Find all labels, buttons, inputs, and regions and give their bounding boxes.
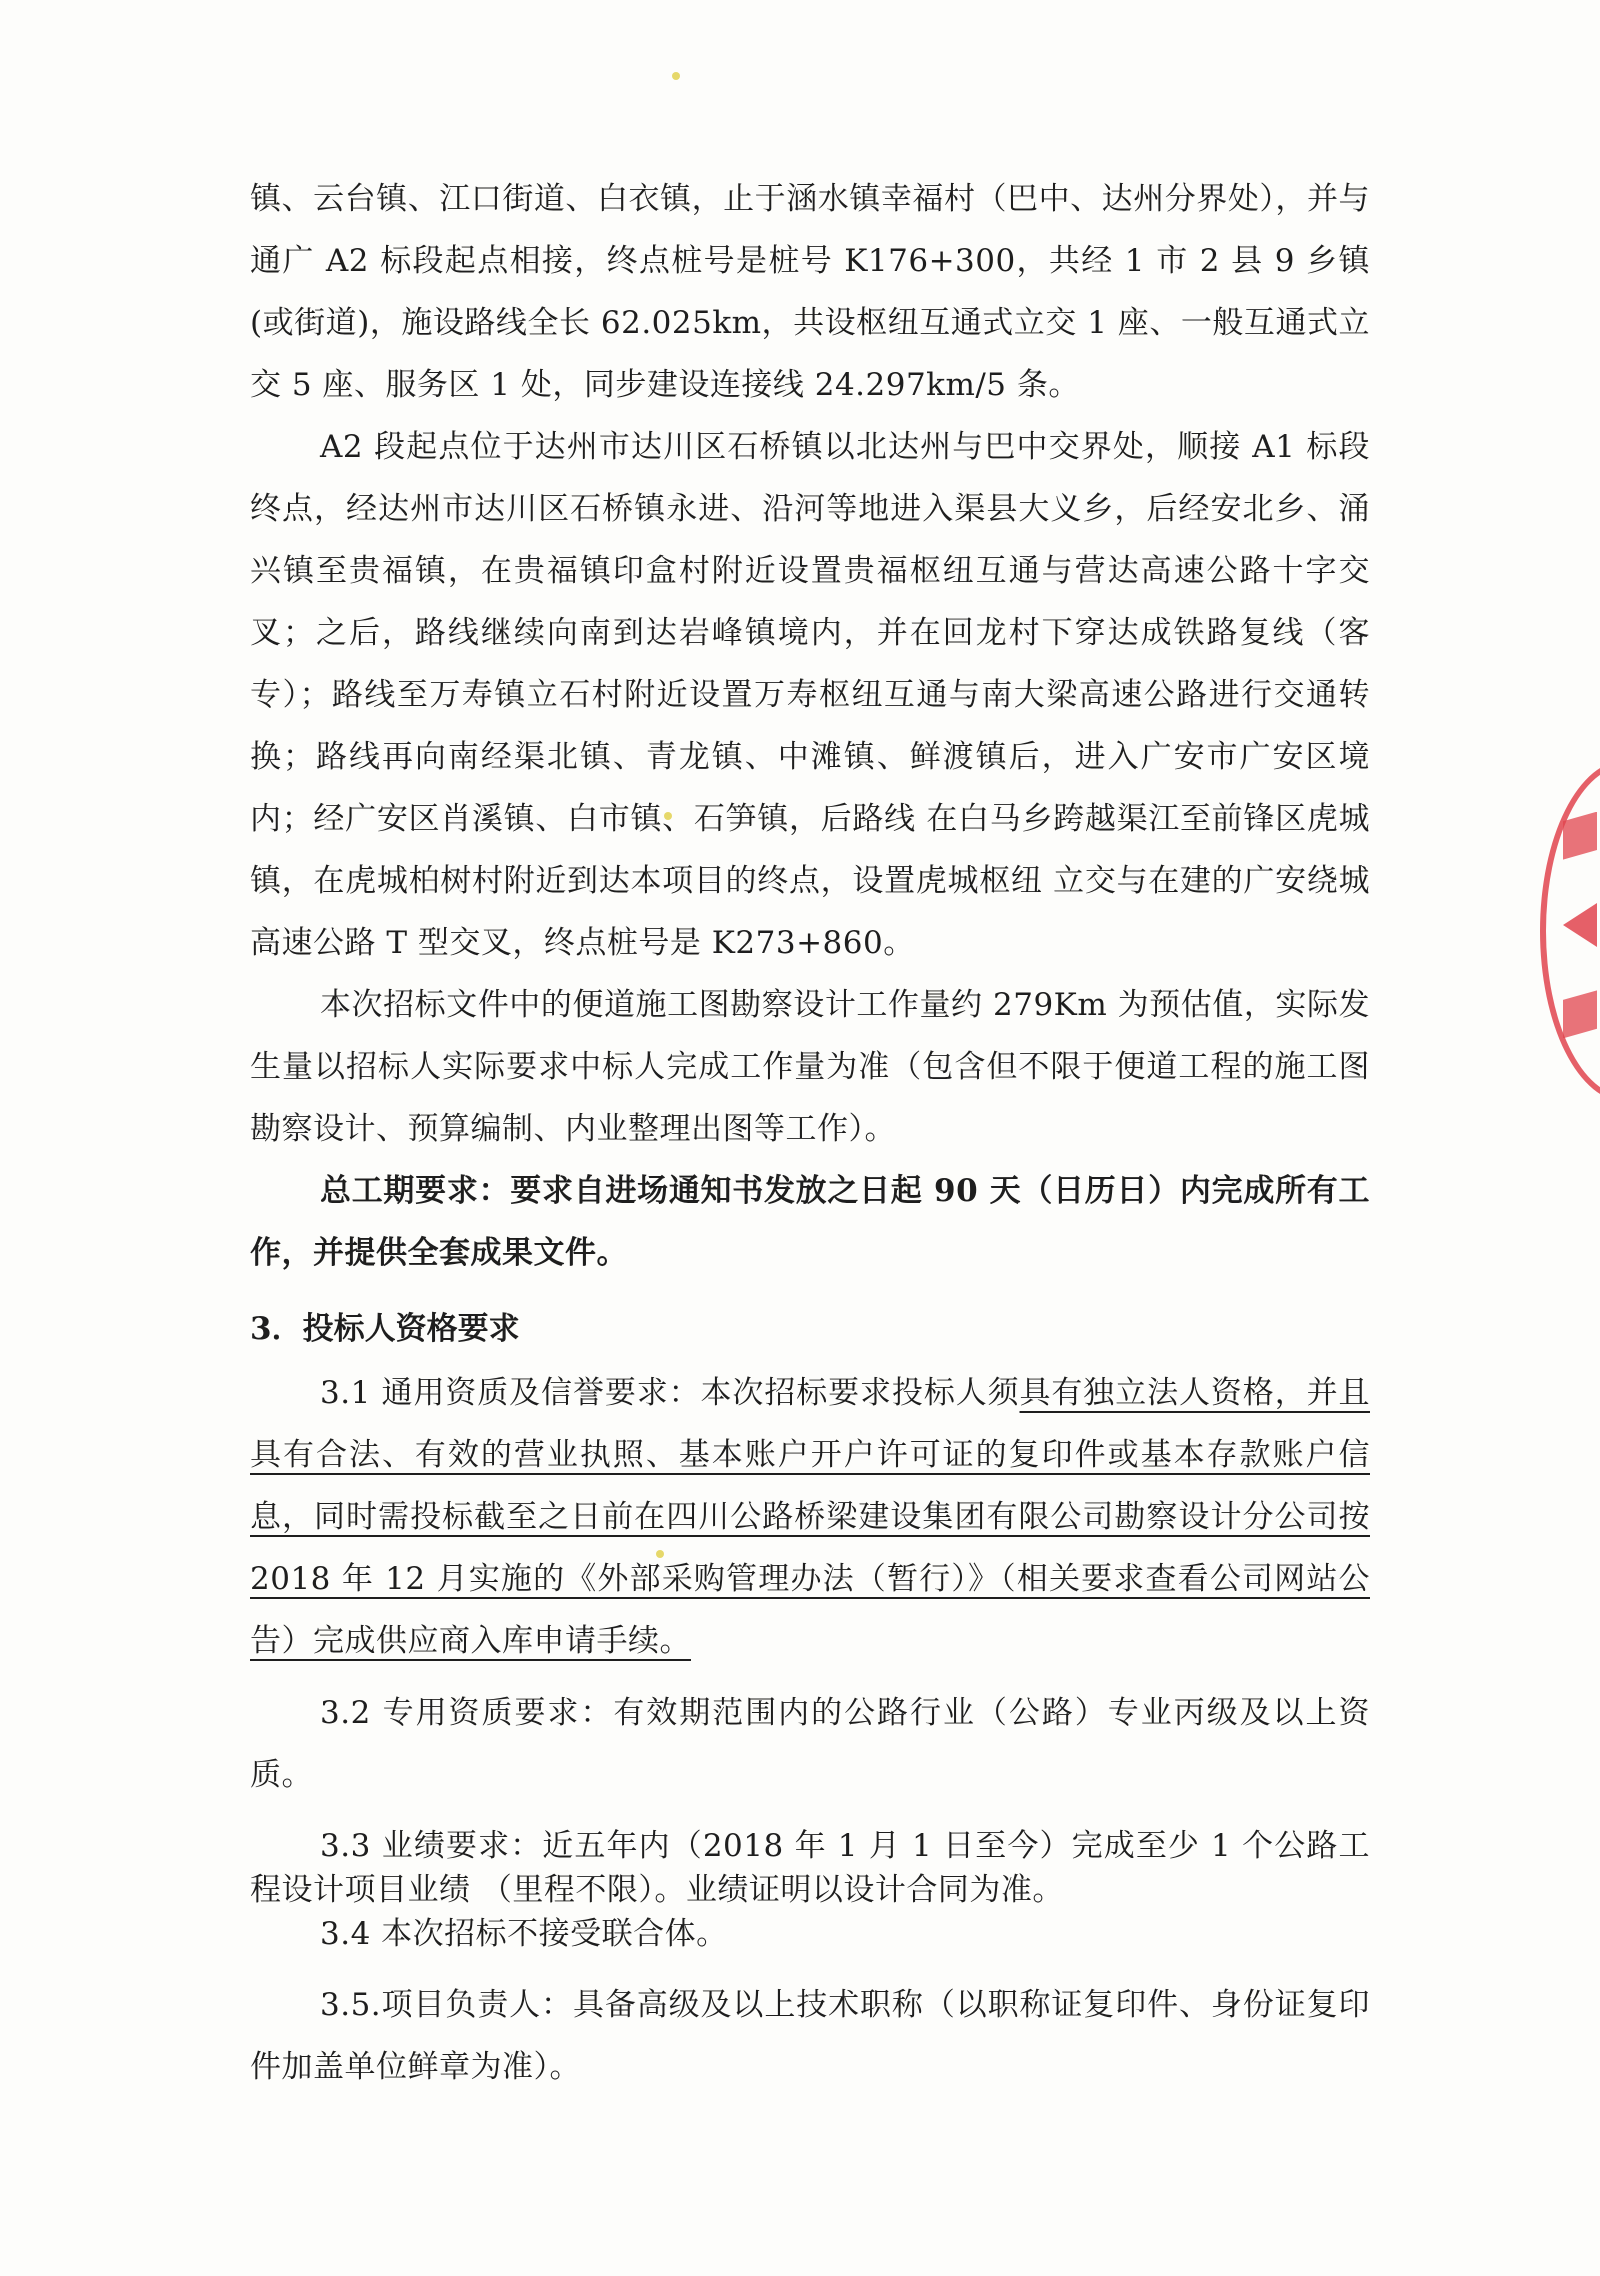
item-3-4: 3.4 本次招标不接受联合体。 bbox=[320, 1916, 728, 1952]
item-3-3: 3.3 业绩要求：近五年内（2018 年 1 月 1 日至今）完成至少 1 个公路工程设计项目业绩 （里程不限）。业绩证明以设计合同为准。 bbox=[250, 1828, 1370, 1908]
document-page bbox=[250, 168, 1370, 2098]
seal-star-mark bbox=[1563, 903, 1597, 947]
item-3-1-underlined: 具有独立法人资格，并且具有合法、有效的营业执照、基本账户开户许可证的复印件或基本存款账户信息，同时需投标截至之日前在四川公路桥梁建设集团有限公司勘察设计分公司按 2018 年 12 月实施的《外部采购管理办法（暂行）》（相关要求查看公司网站公告）完成供应商入库申请手续。 bbox=[250, 1375, 1370, 1659]
item-3-5: 3.5.项目负责人：具备高级及以上技术职称（以职称证复印件、身份证复印件加盖单位鲜章为准）。 bbox=[250, 1987, 1370, 2085]
section-heading-qualifications: 3．投标人资格要求 bbox=[250, 1311, 520, 1347]
seal-glyph-mark bbox=[1563, 812, 1597, 860]
seal-glyph-mark bbox=[1563, 990, 1597, 1038]
paragraph-workload: 本次招标文件中的便道施工图勘察设计工作量约 279Km 为预估值，实际发生量以招标人实际要求中标人完成工作量为准（包含但不限于便道工程的施工图勘察设计、预算编制、内业整理出图等工作）。 bbox=[250, 987, 1370, 1147]
item-3-2: 3.2 专用资质要求：有效期范围内的公路行业（公路）专业丙级及以上资质。 bbox=[250, 1695, 1370, 1793]
red-seal-marks bbox=[1560, 790, 1600, 1060]
paragraph-schedule: 总工期要求：要求自进场通知书发放之日起 90 天（日历日）内完成所有工作，并提供全套成果文件。 bbox=[250, 1173, 1370, 1271]
paper-speck bbox=[672, 72, 680, 80]
paragraph-route-a2: A2 段起点位于达州市达川区石桥镇以北达州与巴中交界处，顺接 A1 标段终点，经达州市达川区石桥镇永进、沿河等地进入渠县大义乡，后经安北乡、涌兴镇至贵福镇，在贵福镇印盒村附近设置贵福枢纽互通与营达高速公路十字交叉；之后，路线继续向南到达岩峰镇境内，并在回龙村下穿达成铁路复线（客专）；路线至万寿镇立石村附近设置万寿枢纽互通与南大梁高速公路进行交通转换；路线再向南经渠北镇、青龙镇、中滩镇、鲜渡镇后，进入广安市广安区境内；经广安区肖溪镇、白市镇、石笋镇，后路线 在白马乡跨越渠江至前锋区虎城镇，在虎城柏树村附近到达本项目的终点，设置虎城枢纽 立交与在建的广安绕城高速公路 T 型交叉，终点桩号是 K273+860。 bbox=[250, 429, 1370, 961]
paragraph-route-a1: 镇、云台镇、江口街道、白衣镇，止于涵水镇幸福村（巴中、达州分界处），并与通广 A2 标段起点相接，终点桩号是桩号 K176+300，共经 1 市 2 县 9 乡镇(或街道)，施设路线全长 62.025km，共设枢纽互通式立交 1 座、一般互通式立交 5 座、服务区 1 处，同步建设连接线 24.297km/5 条。 bbox=[250, 181, 1370, 403]
item-3-1 bbox=[250, 1362, 1370, 1672]
item-3-1-lead: 3.1 通用资质及信誉要求：本次招标要求投标人须 bbox=[320, 1375, 1020, 1411]
